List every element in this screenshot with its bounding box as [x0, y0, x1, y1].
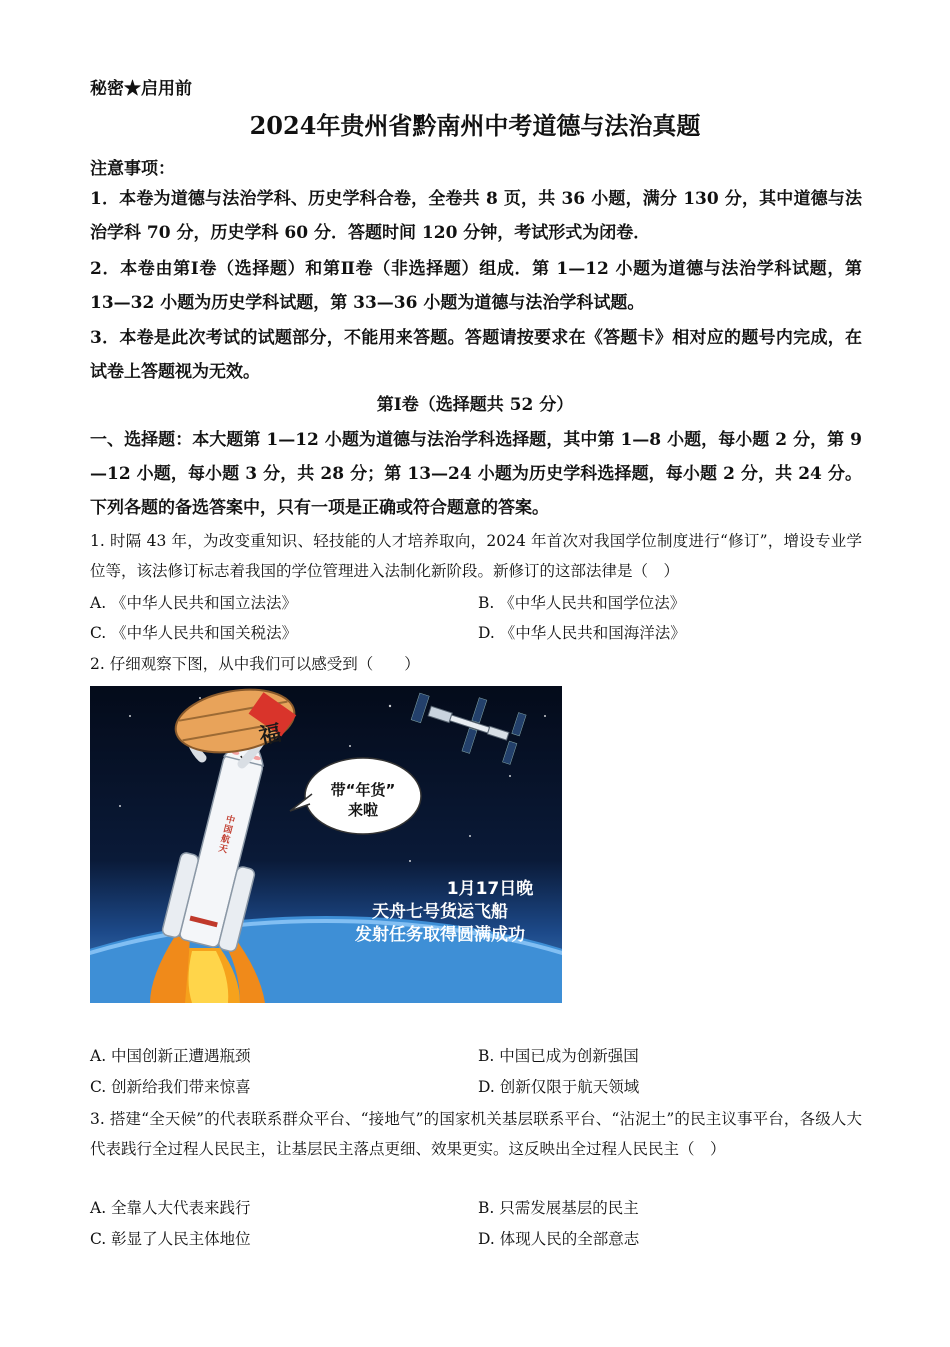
q2-option-c: C. 创新给我们带来惊喜	[90, 1078, 251, 1096]
speech-bubble-line-2: 来啦	[347, 801, 378, 819]
caption-line-2: 天舟七号货运飞船	[372, 902, 508, 922]
q2-option-b: B. 中国已成为创新强国	[478, 1047, 639, 1065]
question-3-stem: 3. 搭建“全天候”的代表联系群众平台、“接地气”的国家机关基层联系平台、“沾泥土”的民主议事平台，各级人大代表践行全过程人民民主，让基层民主落点更细、效果更实。这反映出全过程人民民主（ ）	[90, 1110, 862, 1158]
notice-item-3: 3．本卷是此次考试的试题部分，不能用来答题。答题请按要求在《答题卡》相对应的题号内完成，在试卷上答题视为无效。	[90, 328, 862, 382]
section-title: 第Ⅰ卷（选择题共 52 分）	[376, 395, 574, 415]
q1-option-b: B. 《中华人民共和国学位法》	[478, 594, 686, 612]
secret-label: 秘密★启用前	[90, 79, 192, 99]
section-instruction: 一、选择题：本大题第 1—12 小题为道德与法治学科选择题，其中第 1—8 小题，每小题 2 分，第 9—12 小题，每小题 3 分，共 28 分；第 13—24 小题为历史学科选择题，每小题 2 分，共 24 分。下列各题的备选答案中，只有一项是正确或符合题意的答案。	[90, 430, 862, 518]
q2-option-a: A. 中国创新正遭遇瓶颈	[90, 1047, 251, 1065]
q2-option-d: D. 创新仅限于航天领域	[478, 1078, 640, 1096]
notice-item-2: 2．本卷由第Ⅰ卷（选择题）和第Ⅱ卷（非选择题）组成．第 1—12 小题为道德与法治学科试题，第 13—32 小题为历史学科试题，第 33—36 小题为道德与法治学科试题。	[90, 259, 862, 313]
q1-option-a: A. 《中华人民共和国立法法》	[90, 594, 298, 612]
notice-item-1: 1．本卷为道德与法治学科、历史学科合卷，全卷共 8 页，共 36 小题，满分 130 分，其中道德与法治学科 70 分，历史学科 60 分．答题时间 120 分钟，考试形式为闭卷．	[90, 189, 862, 243]
question-2-stem: 2. 仔细观察下图，从中我们可以感受到（ ）	[90, 655, 420, 673]
exam-title: 2024年贵州省黔南州中考道德与法治真题	[249, 111, 701, 140]
rocket-label: 中国航天	[217, 814, 236, 856]
caption-line-3: 发射任务取得圆满成功	[355, 925, 525, 945]
q1-option-d: D. 《中华人民共和国海洋法》	[478, 624, 686, 642]
q3-option-b: B. 只需发展基层的民主	[478, 1199, 639, 1217]
q3-option-a: A. 全靠人大代表来践行	[90, 1199, 251, 1217]
fu-character: 福	[256, 719, 284, 750]
cartoon-illustration	[90, 686, 562, 1003]
q3-option-d: D. 体现人民的全部意志	[478, 1230, 640, 1248]
caption-line-1: 1月17日晚	[446, 879, 534, 899]
q1-option-c: C. 《中华人民共和国关税法》	[90, 624, 298, 642]
question-1-stem: 1. 时隔 43 年，为改变重知识、轻技能的人才培养取向，2024 年首次对我国学位制度进行“修订”，增设专业学位等，该法修订标志着我国的学位管理进入法制化新阶段。新修订的这部法律是（ ）	[90, 532, 862, 580]
notice-heading: 注意事项：	[90, 159, 175, 179]
speech-bubble-line-1: 带“年货”	[330, 781, 396, 799]
q3-option-c: C. 彰显了人民主体地位	[90, 1230, 251, 1248]
rocket-cartoon-image	[90, 686, 562, 1003]
